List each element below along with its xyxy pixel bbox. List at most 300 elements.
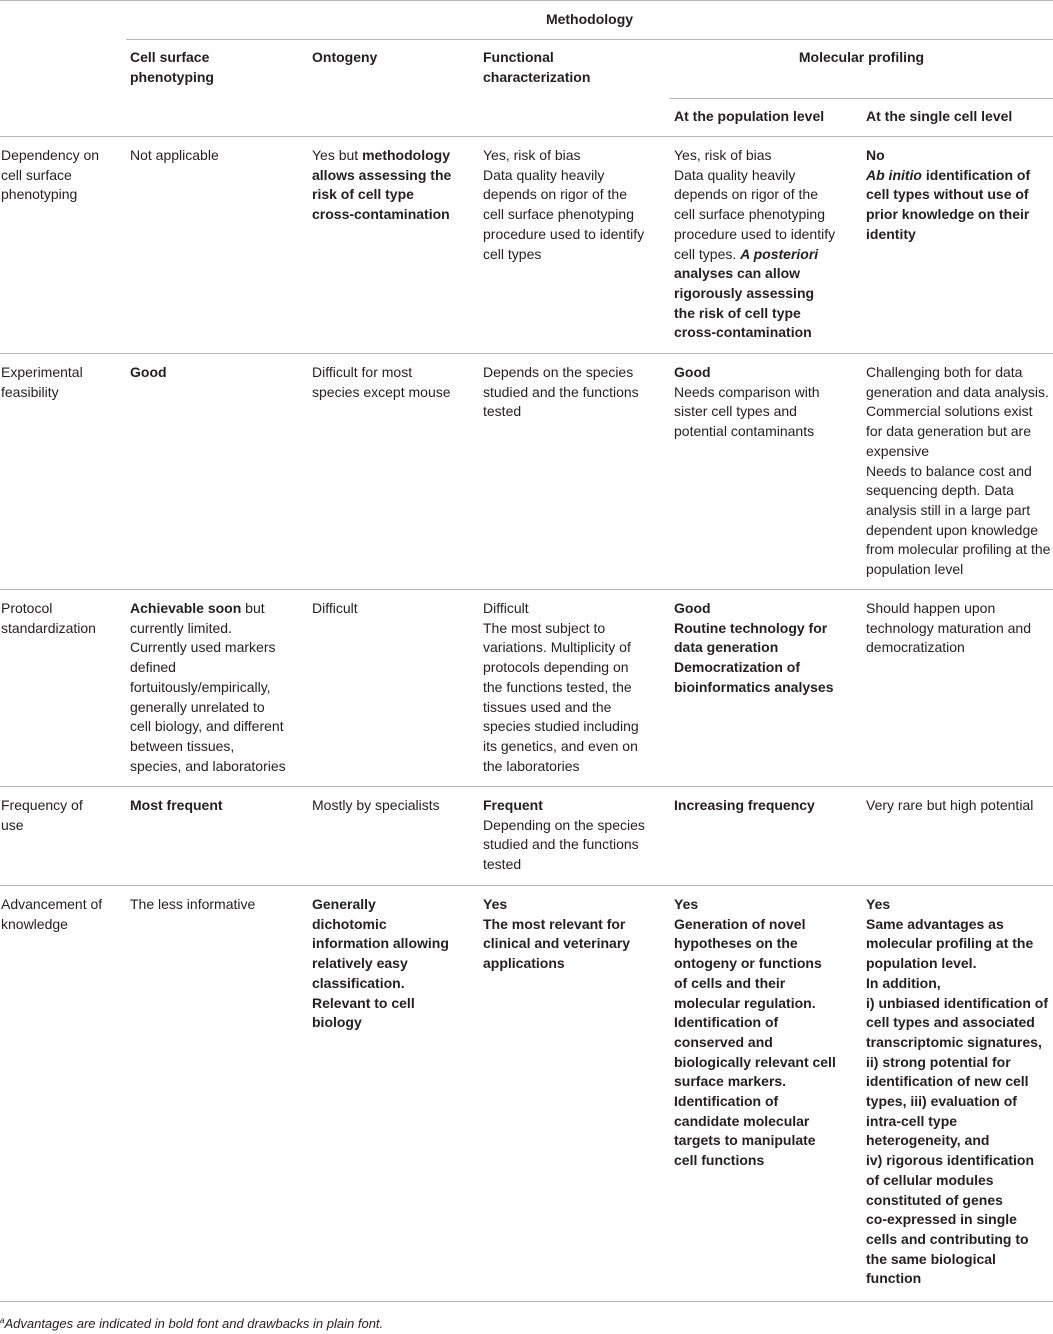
text-run: tested	[483, 856, 522, 873]
text-run: intra-cell type	[866, 1112, 958, 1129]
cell-line	[674, 264, 835, 284]
cell-line	[866, 974, 1048, 994]
row-label-line: standardization	[1, 619, 96, 636]
methodology-label: Methodology	[545, 11, 634, 27]
table-footnote	[0, 1311, 383, 1334]
cell-line	[312, 363, 451, 383]
cell-line	[866, 225, 1030, 245]
cell-ontogeny	[312, 146, 451, 225]
text-run: Frequent	[483, 797, 543, 813]
cell-population	[674, 599, 834, 698]
cell-line	[483, 205, 644, 225]
text-run: generally unrelated to	[130, 698, 265, 715]
cell-line	[674, 304, 835, 324]
cell-surface	[130, 796, 223, 816]
text-run: Yes, risk of bias	[483, 147, 581, 163]
cell-line	[674, 383, 820, 403]
text-run: Needs comparison with	[674, 383, 820, 400]
cell-line	[312, 599, 358, 619]
text-run: Difficult	[483, 600, 529, 616]
cell-line	[483, 599, 639, 619]
cell-line	[866, 1072, 1048, 1092]
cell-line	[483, 619, 639, 639]
cell-ontogeny	[312, 895, 449, 1033]
text-run: fortuitously/empirically,	[130, 678, 271, 695]
cell-single	[866, 599, 1031, 658]
cell-line	[674, 994, 836, 1014]
molecular-rule	[670, 98, 1053, 99]
cell-line	[674, 185, 835, 205]
row-label	[1, 146, 99, 205]
text-run: population level.	[866, 955, 977, 972]
header-line: Cell surface	[130, 49, 210, 65]
text-run: Routine technology for	[674, 619, 828, 636]
text-run: Not applicable	[130, 147, 219, 163]
cell-line	[866, 895, 1048, 915]
cell-functional	[483, 599, 639, 776]
cell-line	[674, 934, 836, 954]
cell-line	[483, 383, 639, 403]
cell-line	[483, 185, 644, 205]
text-run: Good	[674, 364, 711, 380]
text-run: Challenging both for data	[866, 364, 1023, 380]
cell-line	[312, 934, 449, 954]
header-bottom-rule	[0, 136, 1053, 137]
cell-line	[130, 678, 286, 698]
cell-line	[483, 895, 630, 915]
text-run: Ab initio	[866, 166, 922, 183]
footnote-text: Advantages are indicated in bold font and drawbacks in plain font.	[4, 1316, 384, 1331]
cell-line	[674, 1072, 836, 1092]
methodology-rule	[126, 39, 1053, 40]
cell-line	[866, 1171, 1048, 1191]
text-run: constituted of genes	[866, 1191, 1003, 1208]
text-run: hypotheses on the	[674, 935, 798, 952]
text-run: Most frequent	[130, 797, 223, 813]
text-run: species studied including	[483, 718, 639, 735]
text-run: Depending on the species	[483, 816, 645, 833]
text-run: i) unbiased identification of	[866, 994, 1048, 1011]
text-run: between tissues,	[130, 737, 235, 754]
text-run: expensive	[866, 442, 930, 459]
cell-line	[866, 402, 1050, 422]
cell-line	[130, 737, 286, 757]
text-run: procedure used to identify	[483, 225, 645, 242]
cell-surface	[130, 363, 167, 383]
cell-line	[312, 974, 449, 994]
text-run: analysis still in a large part	[866, 501, 1031, 518]
text-run: prior knowledge on their	[866, 206, 1030, 223]
cell-line	[130, 796, 223, 816]
cell-single	[866, 895, 1048, 1289]
cell-line	[866, 1191, 1048, 1211]
cell-line	[866, 521, 1050, 541]
cell-surface	[130, 146, 219, 166]
cell-line	[312, 166, 451, 186]
cell-line	[866, 146, 1030, 166]
cell-line	[866, 422, 1050, 442]
cell-line	[674, 638, 834, 658]
header-population	[674, 107, 824, 127]
text-run: heterogeneity, and	[866, 1132, 990, 1149]
cell-line	[130, 717, 286, 737]
text-run: Data quality heavily	[674, 166, 796, 183]
text-run: Good	[674, 600, 711, 616]
cell-line	[130, 757, 286, 777]
cell-ontogeny	[312, 363, 451, 402]
cell-line	[483, 402, 639, 422]
text-run: Increasing frequency	[674, 797, 815, 813]
cell-line	[674, 915, 836, 935]
cell-line	[866, 462, 1050, 482]
text-run: iv) rigorous identification	[866, 1152, 1035, 1169]
text-run: The less informative	[130, 896, 256, 912]
cell-functional	[483, 363, 639, 422]
text-run: Mostly by specialists	[312, 797, 440, 813]
text-run: democratization	[866, 639, 965, 656]
cell-surface	[130, 599, 286, 776]
text-run: its genetics, and even on	[483, 737, 638, 754]
cell-population	[674, 796, 815, 816]
text-run: tested	[483, 403, 522, 420]
cell-line	[312, 185, 451, 205]
header-molecular	[670, 48, 1053, 68]
row-label	[1, 599, 96, 638]
cell-functional	[483, 796, 645, 875]
text-run: data generation	[674, 639, 779, 656]
text-run: dependent upon knowledge	[866, 521, 1039, 538]
text-run: generation and data analysis.	[866, 383, 1049, 400]
cell-line	[130, 658, 286, 678]
text-run: identification of	[922, 166, 1031, 183]
cell-line	[130, 895, 255, 915]
text-run: cell surface phenotyping	[483, 206, 634, 223]
text-run: the same biological	[866, 1250, 996, 1267]
cell-line	[866, 599, 1031, 619]
text-run: for data generation but are	[866, 423, 1032, 440]
header-line: Ontogeny	[312, 49, 378, 65]
cell-line	[130, 638, 286, 658]
cell-line	[866, 954, 1048, 974]
text-run: cell types and associated	[866, 1014, 1035, 1031]
cell-line	[312, 994, 449, 1014]
cell-ontogeny	[312, 599, 358, 619]
header-ontogeny	[312, 48, 377, 68]
text-run: studied and the functions	[483, 383, 639, 400]
text-run: Yes	[483, 896, 508, 912]
cell-line	[866, 1013, 1048, 1033]
text-run: applications	[483, 955, 565, 972]
text-run: molecular regulation.	[674, 994, 816, 1011]
cell-population	[674, 363, 820, 442]
text-run: depends on rigor of the	[674, 186, 818, 203]
cell-line	[866, 619, 1031, 639]
text-run: No	[866, 147, 885, 163]
text-run: Generation of novel	[674, 915, 806, 932]
cell-line	[312, 146, 451, 166]
cell-line	[866, 994, 1048, 1014]
row-label-line: feasibility	[1, 383, 59, 400]
cell-line	[312, 796, 440, 816]
cell-line	[312, 915, 449, 935]
cell-functional	[483, 895, 630, 974]
cell-line	[483, 737, 639, 757]
cell-line	[312, 383, 451, 403]
text-run: biology	[312, 1014, 362, 1031]
cell-line	[866, 915, 1048, 935]
text-run: relatively easy	[312, 955, 408, 972]
text-run: of cellular modules	[866, 1171, 994, 1188]
cell-line	[674, 796, 815, 816]
row-rule-3	[0, 786, 1053, 787]
cell-single	[866, 796, 1033, 816]
text-run: Relevant to cell	[312, 994, 415, 1011]
text-run: depends on rigor of the	[483, 186, 627, 203]
cell-line	[674, 422, 820, 442]
text-run: cells and contributing to	[866, 1230, 1029, 1247]
cell-line	[483, 954, 630, 974]
cell-line	[483, 638, 639, 658]
cell-line	[674, 619, 834, 639]
header-line: At the single cell level	[866, 108, 1013, 124]
text-run: sequencing depth. Data	[866, 482, 1014, 499]
cell-single	[866, 363, 1050, 580]
text-run: from molecular profiling at the	[866, 541, 1051, 558]
row-rule-2	[0, 589, 1053, 590]
text-run: cross-contamination	[312, 206, 450, 223]
row-label-line: knowledge	[1, 915, 68, 932]
text-run: transcriptomic signatures,	[866, 1033, 1042, 1050]
cell-line	[130, 363, 167, 383]
cell-ontogeny	[312, 796, 440, 816]
text-run: cell functions	[674, 1152, 765, 1169]
cell-functional	[483, 146, 644, 264]
text-run: cell surface phenotyping	[674, 206, 825, 223]
row-rule-4	[0, 885, 1053, 886]
cell-line	[674, 284, 835, 304]
cell-line	[674, 1092, 836, 1112]
text-run: information allowing	[312, 935, 449, 952]
text-run: protocols depending on	[483, 659, 629, 676]
cell-line	[674, 1131, 836, 1151]
cell-line	[866, 185, 1030, 205]
cell-line	[483, 816, 645, 836]
text-run: Needs to balance cost and	[866, 462, 1032, 479]
cell-line	[483, 934, 630, 954]
cell-line	[483, 796, 645, 816]
cell-line	[674, 599, 834, 619]
text-run: Yes	[674, 896, 699, 912]
text-run: Identification of	[674, 1093, 779, 1110]
cell-line	[866, 1230, 1048, 1250]
text-run: Identification of	[674, 1014, 779, 1031]
text-run: Yes but	[312, 147, 363, 163]
cell-line	[866, 205, 1030, 225]
text-run: classification.	[312, 974, 405, 991]
cell-line	[866, 442, 1050, 462]
text-run: variations. Multiplicity of	[483, 639, 631, 656]
text-run: ontogeny or functions	[674, 955, 822, 972]
cell-line	[674, 402, 820, 422]
cell-line	[483, 717, 639, 737]
cell-line	[866, 363, 1050, 383]
cell-line	[674, 1033, 836, 1053]
cell-line	[866, 383, 1050, 403]
cell-line	[674, 363, 820, 383]
text-run: species, and laboratories	[130, 757, 286, 774]
cell-line	[674, 678, 834, 698]
cell-line	[866, 166, 1030, 186]
text-run: cell types.	[674, 245, 741, 262]
text-run: allows assessing the	[312, 166, 452, 183]
text-run: Commercial solutions exist	[866, 403, 1033, 420]
cell-line	[866, 540, 1050, 560]
cell-line	[483, 678, 639, 698]
text-run: dichotomic	[312, 915, 387, 932]
text-run: the functions tested, the	[483, 678, 632, 695]
text-run: Yes, risk of bias	[674, 147, 772, 163]
text-run: A posteriori	[740, 245, 819, 262]
row-label	[1, 796, 83, 835]
text-run: tissues used and the	[483, 698, 612, 715]
text-run: technology maturation and	[866, 619, 1031, 636]
cell-line	[674, 146, 835, 166]
cell-line	[866, 1112, 1048, 1132]
cell-line	[866, 934, 1048, 954]
text-run: potential contaminants	[674, 423, 815, 440]
cell-line	[483, 757, 639, 777]
text-run: cell types	[483, 245, 542, 262]
text-run: clinical and veterinary	[483, 935, 631, 952]
text-run: of cells and their	[674, 974, 786, 991]
cell-line	[866, 1151, 1048, 1171]
cell-line	[483, 166, 644, 186]
text-run: bioinformatics analyses	[674, 678, 834, 695]
cell-line	[483, 245, 644, 265]
cell-population	[674, 895, 836, 1171]
row-label	[1, 363, 83, 402]
text-run: population level	[866, 561, 964, 578]
cell-line	[674, 1112, 836, 1132]
text-run: Difficult for most	[312, 364, 413, 380]
text-run: cell biology, and different	[130, 718, 284, 735]
text-run: sister cell types and	[674, 403, 797, 420]
cell-line	[674, 974, 836, 994]
cell-line	[866, 1053, 1048, 1073]
cell-line	[674, 166, 835, 186]
cell-line	[483, 835, 645, 855]
text-run: cross-contamination	[674, 324, 812, 341]
cell-line	[483, 146, 644, 166]
text-run: candidate molecular	[674, 1112, 810, 1129]
cell-line	[866, 1250, 1048, 1270]
text-run: In addition,	[866, 974, 941, 991]
cell-line	[312, 895, 449, 915]
cell-line	[483, 698, 639, 718]
cell-line	[866, 1092, 1048, 1112]
cell-line	[866, 560, 1050, 580]
cell-line	[130, 619, 286, 639]
text-run: types, iii) evaluation of	[866, 1093, 1017, 1110]
text-run: Generally	[312, 896, 376, 912]
text-run: risk of cell type	[312, 186, 414, 203]
text-run: The most subject to	[483, 619, 606, 636]
text-run: Depends on the species	[483, 364, 634, 380]
cell-line	[674, 954, 836, 974]
cell-line	[130, 146, 219, 166]
header-cell-surface	[130, 48, 214, 87]
text-run: methodology	[362, 147, 450, 163]
cell-line	[130, 599, 286, 619]
text-run: biologically relevant cell	[674, 1053, 836, 1070]
cell-line	[674, 225, 835, 245]
text-run: but	[241, 600, 265, 616]
header-line: characterization	[483, 68, 591, 85]
row-label-line: Experimental	[1, 364, 83, 380]
text-run: Should happen upon	[866, 600, 996, 616]
text-run: Data quality heavily	[483, 166, 605, 183]
cell-line	[312, 205, 451, 225]
cell-line	[312, 1013, 449, 1033]
footnote-marker: a	[0, 1316, 5, 1325]
header-line: At the population level	[674, 108, 825, 124]
cell-line	[866, 1131, 1048, 1151]
text-run: Yes	[866, 896, 891, 912]
header-line: phenotyping	[130, 68, 214, 85]
row-label-line: Protocol	[1, 600, 53, 616]
cell-line	[866, 796, 1033, 816]
text-run: molecular profiling at the	[866, 935, 1034, 952]
text-run: The most relevant for	[483, 915, 626, 932]
cell-line	[483, 915, 630, 935]
text-run: the laboratories	[483, 757, 580, 774]
text-run: the risk of cell type	[674, 304, 801, 321]
text-run: species except mouse	[312, 383, 451, 400]
row-label-line: phenotyping	[1, 186, 78, 203]
text-run: studied and the functions	[483, 836, 639, 853]
row-label-line: Frequency of	[1, 797, 83, 813]
row-label-line: use	[1, 816, 24, 833]
text-run: Difficult	[312, 600, 358, 616]
header-line: Molecular profiling	[798, 49, 925, 65]
text-run: Good	[130, 364, 167, 380]
text-run: Currently used markers	[130, 639, 276, 656]
table-bottom-rule	[0, 1301, 1053, 1302]
cell-line	[866, 501, 1050, 521]
row-label-line: cell surface	[1, 166, 72, 183]
text-run: co-expressed in single	[866, 1211, 1017, 1228]
cell-line	[312, 954, 449, 974]
header-line: Functional	[483, 49, 554, 65]
text-run: procedure used to identify	[674, 225, 836, 242]
text-run: conserved and	[674, 1033, 773, 1050]
cell-line	[674, 205, 835, 225]
cell-line	[674, 323, 835, 343]
cell-line	[674, 895, 836, 915]
cell-line	[483, 658, 639, 678]
cell-line	[866, 638, 1031, 658]
text-run: Democratization of	[674, 659, 801, 676]
text-run: identity	[866, 225, 916, 242]
cell-line	[674, 1151, 836, 1171]
header-functional	[483, 48, 590, 87]
text-run: Same advantages as	[866, 915, 1004, 932]
cell-single	[866, 146, 1030, 245]
cell-line	[483, 225, 644, 245]
row-rule-1	[0, 353, 1053, 354]
cell-line	[483, 363, 639, 383]
cell-surface	[130, 895, 255, 915]
